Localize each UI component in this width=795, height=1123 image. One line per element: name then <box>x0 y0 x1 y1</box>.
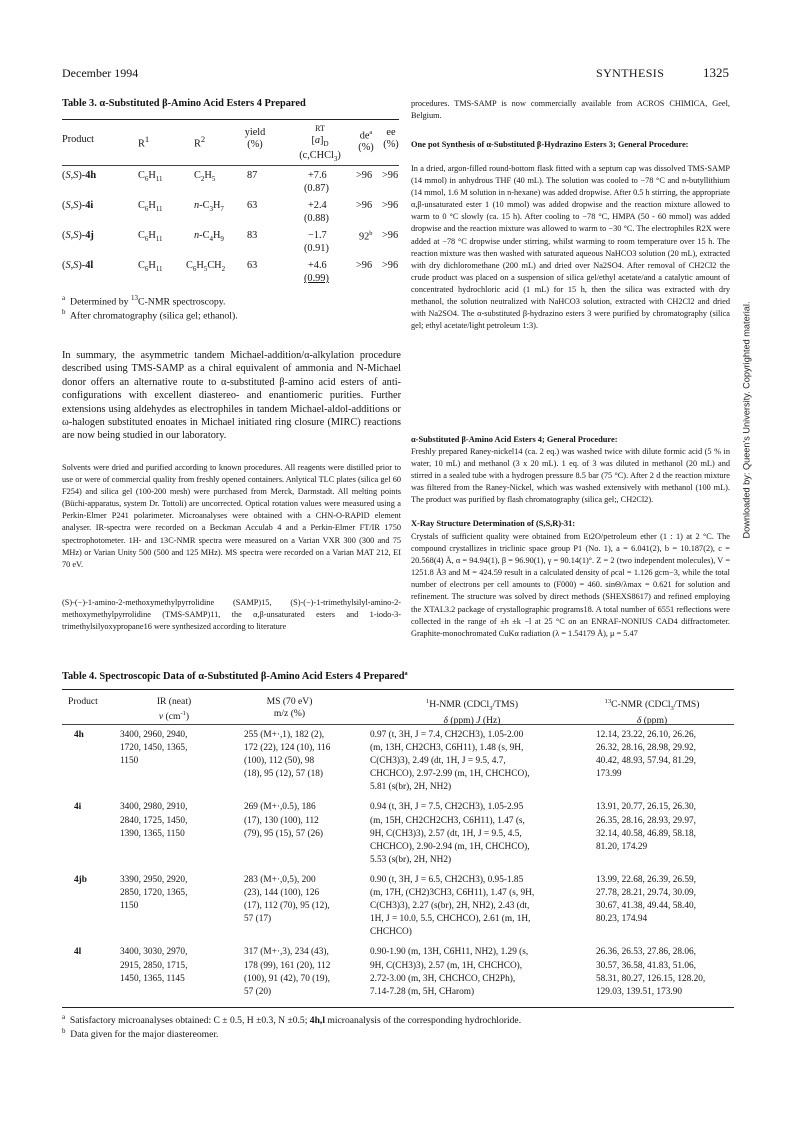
t3-row-conc: (0.87) <box>304 183 329 194</box>
t4-product <box>62 801 120 873</box>
t4-ms-line: (100), 112 (50), 98 <box>244 756 315 767</box>
hydrazino-body: In a dried, argon-filled round-bottom flask fitted with a septum cap was dissolved TMS-SAMP (14 mmol) in anhydrous THF (40 mL). The solution was cooled to −78 °C and n-butyllithium (14 mmol, 1.6 M solution in n-hexane) was added dropwise. After 0.5 h stirring, the appropriate α,β-unsaturated ester 1 (10 mmol) was added dropwise and the reaction mixture allowed to warm to 0 °C slowly (ca. 15 h). After cooling to −78 °C, HMPA (50 - 60 mmol) was added dropwise and the reaction mixture was allowed to warm to −30 °C. The electrophiles R2X were added at −78 °C dropwise under stirring, whilst warming to room temperature over 15 h. The reaction mixture was then washed with saturated aqueous NaHCO3 solution (20 mL), extracted with dry dichloromethane (200 mL) and dried over Na2SO4. After removal of CH2Cl2 the crude product was placed on a suspension of silica gel/ethyl acetate/and a catalytic amount of concentrated hydrochloric acid (1 mL) for 15 h, then the silica was extracted with dry methanol, the solution neutralized with NaHCO3 solution, extracted with CH2Cl2 and dried with Na2SO4. The α-substituted β-hydrazino esters 3 were purified by chromatography (silica gel; ethyl acetate/light petroleum 1:3). <box>411 164 730 331</box>
t3-row-r2: $n-C_3H_7$ <box>194 200 224 214</box>
t4-ms-line: 57 (20) <box>244 986 272 997</box>
t4-1h-nmr-line: 9H, C(CH3)3), 2.57 (m, 1H, CHCHCO), <box>370 960 523 971</box>
table4-footnote-b: $^b$ Data given for the major diastereomer. <box>62 1027 219 1041</box>
t4-13c-nmr-line: 27.78, 28.21, 29.74, 30.09, <box>596 888 696 899</box>
t3-row-rot: +7.6 <box>308 170 327 181</box>
t3-row-de: >96 <box>356 200 373 211</box>
t4-ms-line: (79), 95 (15), 57 (26) <box>244 828 324 839</box>
t4-ir-line: 1150 <box>120 901 139 912</box>
t4-13c-nmr-line: 81.20, 174.29 <box>596 841 648 852</box>
t4-13c-nmr-line: 58.31, 80.27, 126.15, 128.20, <box>596 973 706 984</box>
t3-row-r1: $C_6H_{11}$ <box>138 230 163 244</box>
t3-row-ee: >96 <box>382 170 399 181</box>
t3-row-product: (S,S)-4i <box>62 200 94 211</box>
t4-ms <box>244 729 370 801</box>
t4-ir <box>120 729 244 801</box>
t3-row-r1: $C_6H_{11}$ <box>138 260 163 274</box>
t4-ir-line: 1150 <box>120 756 139 767</box>
t4-1h-nmr <box>370 874 596 946</box>
t4-ir <box>120 801 244 873</box>
t3-h-r1: $R^1$ <box>138 134 150 150</box>
t4-1h-nmr-line: CHCHCO) <box>370 927 412 938</box>
t4-ir-line: 3400, 2960, 2940, <box>120 730 188 740</box>
t4-ir-line: 1450, 1365, 1145 <box>120 973 185 984</box>
t4-1h-nmr-line: (m, 17H, (CH2)3CH3, C6H11), 1.47 (s, 9H, <box>370 888 535 899</box>
t4-13c-nmr-line: 32.14, 40.58, 46.89, 58.18, <box>596 828 696 839</box>
t4-13c-nmr-line: 30.67, 41.38, 49.44, 58.40, <box>596 901 696 912</box>
t4-ir-line: 2840, 1725, 1450, <box>120 815 188 826</box>
t4-13c-nmr-line: 30.57, 36.58, 41.83, 51.06, <box>596 960 696 971</box>
table4-footnote-a: $^a$ Satisfactory microanalyses obtained: C ± 0.5, H ±0.3, N ±0.5; 4h,l microanalysis of the corresponding hydrochloride. <box>62 1013 522 1027</box>
xray-title: X-Ray Structure Determination of (S,S,R)-31: <box>411 519 576 528</box>
table4-row <box>62 874 734 946</box>
right-intro: procedures. TMS-SAMP is now commercially available from ACROS CHIMICA, Geel, Belgium. <box>411 99 730 121</box>
t4-13c-nmr-line: 80.23, 174.94 <box>596 914 648 925</box>
t4-1h-nmr-line: 0.94 (t, 3H, J = 7.5, CH2CH3), 1.05-2.95 <box>370 802 524 813</box>
t4-1h-nmr <box>370 729 596 801</box>
t4-h-1h: $^1$H-NMR (CDCl$_3$/TMS) δ (ppm) J (Hz) <box>425 698 519 727</box>
header-journal: SYNTHESIS <box>596 66 665 80</box>
table4-head-rule <box>62 724 734 725</box>
table4-top-rule <box>62 689 734 690</box>
t4-ms-line: 178 (99), 161 (20), 112 <box>244 960 331 971</box>
t3-row-yield: 63 <box>247 260 258 271</box>
t4-product <box>62 874 120 946</box>
download-notice: Downloaded by: Queen's University. Copyrighted material. <box>741 301 752 539</box>
t4-1h-nmr-line: 9H, C(CH3)3), 2.57 (dt, 1H, J = 9.5, 4.5, <box>370 828 522 839</box>
table3-top-rule <box>62 119 399 120</box>
t4-ms-line: 172 (22), 124 (10), 116 <box>244 743 331 754</box>
table4-bottom-rule <box>62 1007 734 1008</box>
t4-ms-line: (100), 91 (42), 70 (19), <box>244 973 330 984</box>
t3-row-r2: $C_2H_5$ <box>194 170 216 184</box>
t4-1h-nmr-line: 7.14-7.28 (m, 5H, CHarom) <box>370 986 475 997</box>
header-date: December 1994 <box>62 66 139 80</box>
t3-row-de: >96 <box>356 260 373 271</box>
t4-product <box>62 946 120 1005</box>
hydrazino-title: One pot Synthesis of α-Substituted β-Hydrazino Esters 3; General Procedure: <box>411 140 689 149</box>
amino-title: α-Substituted β-Amino Acid Esters 4; General Procedure: <box>411 435 618 444</box>
t4-13c-nmr-line: 12.14, 23.22, 26.10, 26.26, <box>596 730 696 740</box>
t4-13c-nmr-line: 40.42, 48.93, 57.94, 81.29, <box>596 756 696 767</box>
xray-body: Crystals of sufficient quality were obtained from Et2O/petroleum ether (1 : 1) at 2 °C. The compound crystallizes in triclinic space group P1 (No. 1), a = 6.041(2), b = 10.187(2), c = 20.568(4) Å, α = 94.94(1), β = 96.90(1), γ = 90.14(1)°. Z = 2 (two independent molecules), V = 1251.8 Å3 and M = 424.59 result in a calculated density of ρcal = 1.126 gcm−3, while the total number of electrons per cell amounts to (F000) = 460. sinΘ/λmax = 0.621 for solution and refinement. The structure was solved by direct methods (SHEXS8617) and refined employing the XTAL3.2 package of crystallographic programs18. A total number of 6551 reflections were collected in the range of ±h ±k −l at 25 °C on an ENRAF-NONIUS CAD4 diffractometer. Graphite-monochromated CuKα radiation (λ = 1.54179 Å), μ = 5.47 <box>411 532 730 638</box>
t4-ms-line: 269 (M+·,0.5), 186 <box>244 802 316 813</box>
t4-1h-nmr-line: 0.97 (t, 3H, J = 7.4, CH2CH3), 1.05-2.00 <box>370 730 524 740</box>
t3-row-r1: $C_6H_{11}$ <box>138 170 163 184</box>
header-page: 1325 <box>703 65 729 80</box>
t3-row-rot: +2.4 <box>308 200 327 211</box>
t4-13c-nmr <box>596 946 734 1005</box>
t3-row-ee: >96 <box>382 200 399 211</box>
t4-13c-nmr-line: 173.99 <box>596 769 622 780</box>
table4-row <box>62 801 734 873</box>
table3-footnote-b: $^b$ After chromatography (silica gel; ethanol). <box>62 308 238 322</box>
t4-h-ir: IR (neat) ν $(cm^{-1})$ <box>156 696 192 723</box>
t4-13c-nmr-line: 26.36, 26.53, 27.86, 28.06, <box>596 947 696 958</box>
t4-ms-line: 255 (M+·,1), 182 (2), <box>244 730 325 740</box>
t4-1h-nmr-line: CHCHCO), 2.90-2.94 (m, 1H, CHCHCO), <box>370 841 530 852</box>
t3-row-yield: 83 <box>247 230 258 241</box>
t4-product-line: 4h <box>74 730 84 740</box>
t4-ir <box>120 874 244 946</box>
t3-h-yield: yield (%) <box>244 127 266 150</box>
t3-row-conc: (0.91) <box>304 243 329 254</box>
t3-row-product: (S,S)-4l <box>62 260 94 271</box>
t4-1h-nmr <box>370 801 596 873</box>
t4-product <box>62 729 120 801</box>
t3-row-ee: >96 <box>382 260 399 271</box>
t4-13c-nmr-line: 26.32, 28.16, 28.98, 29.92, <box>596 743 696 754</box>
t4-ir-line: 2850, 1720, 1365, <box>120 888 188 899</box>
t4-ir-line: 1720, 1450, 1365, <box>120 743 188 754</box>
t4-ir-line: 3400, 2980, 2910, <box>120 802 188 813</box>
t4-h-13c: $^{13}$C-NMR (CDCl$_3$/TMS) δ (ppm) <box>604 698 700 727</box>
t4-13c-nmr <box>596 801 734 873</box>
experimental-paragraph: Solvents were dried and purified according to known procedures. All reagents were distilled prior to use or were of commercial quality from freshly opened containers. Anlytical TLC plates (silica gel 60 F254) and silica gel (100-200 mesh) were purchased from Merck, Darmstadt. All melting points (Büchi-apparatus, system Dr. Tottoli) are uncorrected. Optical rotation values were measured using a Perkin-Elmer P241 polarimeter. Microanalyses were obtained with a CHN-O-RAPID element analyser. IR-spectra were recorded on a Beckman Acculab 4 and a Perkin-Elmer FT/IR 1750 spectrophotometer. 1H- and 13C-NMR spectra were measured on a Varian VXR 300 (300 and 75 MHz) or Varian Unity 500 (500 and 125 MHz). MS spectra were recorded on a Varian MAT 212, EI 70 eV. <box>62 463 401 569</box>
t3-h-product: Product <box>62 134 95 145</box>
t4-product-line: 4i <box>74 802 82 813</box>
table4-caption: Table 4. Spectroscopic Data of α-Substituted β-Amino Acid Esters 4 Preparedª <box>62 671 408 682</box>
t3-row-rot: +4.6 <box>308 260 327 271</box>
t4-h-product: Product <box>68 696 98 707</box>
t3-row-r1: $C_6H_{11}$ <box>138 200 163 214</box>
t4-ms-line: (18), 95 (12), 57 (18) <box>244 769 324 780</box>
t4-1h-nmr-line: C(CH3)3), 2.49 (dt, 1H, J = 9.5, 4.7, <box>370 756 506 767</box>
t4-ir <box>120 946 244 1005</box>
samp-paragraph: (S)-(−)-1-amino-2-methoxymethylpyrrolidine (SAMP)15, (S)-(−)-1-trimethylsilyl-amino-2-methoxymethylpyrrolidine (TMS-SAMP)11, the α,β-unsaturated esters and 1-iodo-3-trimethylsilyoxypropane16 were synthesized according to literature <box>62 598 401 632</box>
t3-row-yield: 87 <box>247 170 258 181</box>
table4-body <box>62 729 734 1006</box>
t3-row-product: (S,S)-4j <box>62 230 94 241</box>
t3-row-conc: (0.88) <box>304 213 329 224</box>
t4-13c-nmr-line: 26.35, 28.16, 28.93, 29.97, <box>596 815 696 826</box>
t4-1h-nmr-line: 5.53 (s(br), 2H, NH2) <box>370 854 452 865</box>
t4-1h-nmr-line: 1H, J = 10.0, 5.5, CHCHCO), 2.61 (m, 1H, <box>370 914 531 925</box>
t4-ir-line: 2915, 2850, 1715, <box>120 960 188 971</box>
t4-product-line: 4jb <box>74 874 87 885</box>
t4-ms <box>244 874 370 946</box>
t4-13c-nmr-line: 13.91, 20.77, 26.15, 26.30, <box>596 802 696 813</box>
t4-1h-nmr-line: C(CH3)3), 2.27 (s(br), 2H, NH2), 2.43 (dt, <box>370 901 530 912</box>
t4-ms-line: (17), 130 (100), 112 <box>244 815 319 826</box>
t4-ms-line: 317 (M+·,3), 234 (43), <box>244 947 329 958</box>
t4-13c-nmr-line: 13.99, 22.68, 26.39, 26.59, <box>596 874 696 885</box>
t4-product-line: 4l <box>74 947 82 958</box>
t3-h-rotation: RT $[a]_D$ (c,CHCl$_3$) <box>299 124 341 164</box>
table4-row <box>62 946 734 1005</box>
summary-paragraph: In summary, the asymmetric tandem Michael-addition/α-alkylation procedure described using TMS-SAMP as a chiral equivalent of ammonia and N-Michael donor offers an alternative route to α-substituted β-amino acid esters of anti-configurations with excellent diastereo- and enantiomeric purities. Further extensions using aldehydes as electrophiles in tandem Michael-aldol-additions or ω-halogen substituted enoates in Michael initiated ring closure (MIRC) reactions are now being studied in our laboratory. <box>62 350 401 442</box>
table4-row <box>62 729 734 801</box>
t4-13c-nmr <box>596 729 734 801</box>
t3-row-r2: $C_6H_5CH_2$ <box>186 260 226 274</box>
t3-row-r2: $n-C_4H_9$ <box>194 230 224 244</box>
table3-head-rule <box>62 165 399 166</box>
t4-h-ms: MS (70 eV) m/z (%) <box>266 696 313 719</box>
t3-row-conc: (0.99) <box>304 273 329 284</box>
t4-ms-line: 57 (17) <box>244 914 272 925</box>
t4-ir-line: 1390, 1365, 1150 <box>120 828 185 839</box>
t3-h-de: $de^a$ (%) <box>358 129 374 154</box>
t3-row-yield: 63 <box>247 200 258 211</box>
t3-row-product: (S,S)-4h <box>62 170 97 181</box>
t4-13c-nmr <box>596 874 734 946</box>
t4-1h-nmr-line: 0.90-1.90 (m, 13H, C6H11, NH2), 1.29 (s, <box>370 947 529 958</box>
t3-row-rot: −1.7 <box>308 230 327 241</box>
t4-1h-nmr-line: 5.81 (s(br), 2H, NH2) <box>370 782 452 793</box>
amino-body: Freshly prepared Raney-nickel14 (ca. 2 eq.) was washed twice with dilute formic acid (5 % in water, 10 mL) and methanol (3 x 20 mL). 1 eq. of 3 was diluted in methanol (20 mL) and stirred in a sealed tube with a hydrogen pressure 8.5 bar (75 °C). After 2 d the reaction mixture was filtered from the Raney-Nickel, which was washed extensively with methanol (100 mL). The product was purified by flash chromatography (silica gel;, CH2Cl2). <box>411 447 730 505</box>
t4-ms-line: (17), 112 (70), 95 (12), <box>244 901 330 912</box>
t3-row-ee: >96 <box>382 230 399 241</box>
t4-13c-nmr-line: 129.03, 139.51, 173.90 <box>596 986 682 997</box>
t4-1h-nmr <box>370 946 596 1005</box>
t4-1h-nmr-line: 2.72-3.00 (m, 3H, CHCHCO, CH2Ph), <box>370 973 516 984</box>
t4-ms <box>244 801 370 873</box>
table3-caption: Table 3. α-Substituted β-Amino Acid Esters 4 Prepared <box>62 98 306 109</box>
t3-row-de: 92$^b$ <box>359 230 373 243</box>
t4-ms <box>244 946 370 1005</box>
t3-row-de: >96 <box>356 170 373 181</box>
table3-footnote-a: $^a$ Determined by $^{13}$C-NMR spectroscopy. <box>62 294 226 308</box>
t4-ir-line: 3400, 3030, 2970, <box>120 947 188 958</box>
t4-1h-nmr-line: 0.90 (t, 3H, J = 6.5, CH2CH3), 0.95-1.85 <box>370 874 524 885</box>
t4-ms-line: 283 (M+·,0,5), 200 <box>244 874 316 885</box>
t4-1h-nmr-line: (m, 15H, CH2CH2CH3, C6H11), 1.47 (s, <box>370 815 525 826</box>
t3-h-r2: $R^2$ <box>194 134 206 150</box>
t3-h-ee: ee (%) <box>383 127 399 150</box>
t4-ms-line: (23), 144 (100), 126 <box>244 888 320 899</box>
t4-1h-nmr-line: CHCHCO), 2.97-2.99 (m, 1H, CHCHCO), <box>370 769 530 780</box>
t4-1h-nmr-line: (m, 13H, CH2CH3, C6H11), 1.48 (s, 9H, <box>370 743 524 754</box>
t4-ir-line: 3390, 2950, 2920, <box>120 874 188 885</box>
